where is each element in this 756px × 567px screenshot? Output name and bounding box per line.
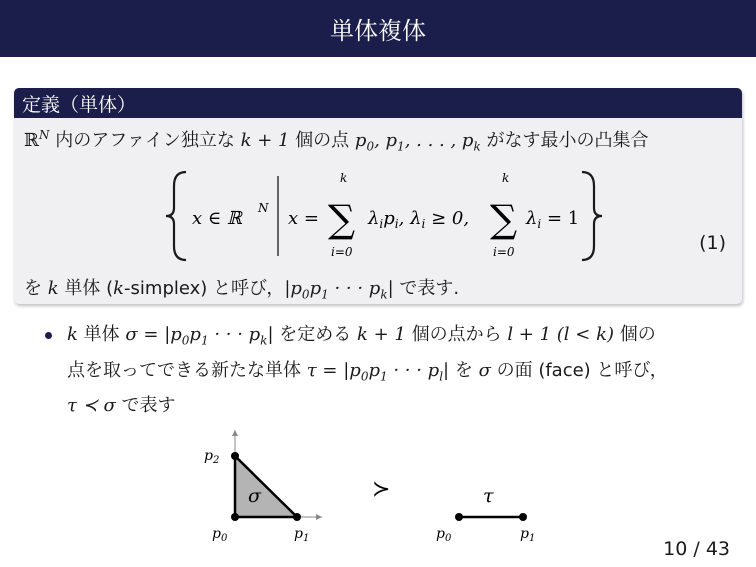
page-number: 10 / 43 [663, 538, 730, 560]
definition-header [14, 88, 742, 118]
succeeds-symbol: ≻ [372, 477, 391, 502]
p1-label: $p_1$ [294, 526, 310, 544]
tau-p0-label: $p_0$ [436, 526, 452, 544]
simplex-figure [190, 420, 550, 550]
sum-symbol-2: ∑ [490, 197, 518, 241]
svg-text:i=0: i=0 [331, 245, 353, 259]
definition-line1: ℝ$^N$ 内のアファイン独立な k + 1 個の点 $p_0$, $p_1$, . . . , $p_k$ がなす最小の凸集合 [24, 128, 649, 154]
bullet-icon [45, 332, 52, 339]
svg-text:N: N [258, 201, 269, 215]
slide-title: 単体複体 [330, 17, 426, 45]
sum-symbol: ∑ [328, 197, 356, 241]
definition-line3: を k 単体 (k-simplex) と呼び，$|p_0p_1$ · · · $p_k|$ で表す. [24, 278, 460, 302]
x-in-rn: x ∈ ℝ [192, 208, 242, 229]
face-bullet [45, 320, 735, 420]
simplex-formula [164, 166, 614, 266]
points-list: $p_0$, $p_1$, . . . , $p_k$ [354, 130, 481, 154]
tau-p1-label: $p_1$ [520, 526, 536, 544]
svg-text:i=0: i=0 [493, 245, 515, 259]
definition-block [14, 88, 742, 304]
equation-number: (1) [699, 232, 726, 254]
svg-text:λipi, λi ≥ 0,: $\lambda_ip_i$, $\lambda_i \ge 0$, [368, 208, 470, 231]
svg-text:k: k [340, 171, 348, 185]
p0-label: $p_0$ [212, 526, 228, 544]
sigma-label: σ [248, 485, 261, 507]
slide-title-bar [0, 0, 756, 57]
p2-label: $p_2$ [204, 448, 220, 466]
svg-text:λi = 1: $\lambda_i = 1$ [526, 208, 580, 231]
svg-text:k: k [502, 171, 510, 185]
tau-diagram [436, 485, 535, 544]
sigma-triangle [235, 456, 297, 517]
bullet-text: k 単体 $\sigma = |p_0p_1$ · · · $p_k|$ を定める k + 1 個の点から l + 1 (l < k) 個の 点を取ってできる新たな単体 $\tau = |p_0p_1$ · · · $p_l|$ を σ の面 (face) と呼び， τ ≺ σ で表す [67, 324, 668, 417]
simplex-notation: $|p_0p_1$ · · · $p_k|$ [284, 278, 394, 302]
tau-label: τ [483, 485, 494, 507]
sigma-diagram [204, 430, 322, 544]
definition-title: 定義（単体） [22, 93, 137, 116]
svg-text:x =: x = [288, 208, 319, 229]
definition-body [14, 118, 742, 304]
